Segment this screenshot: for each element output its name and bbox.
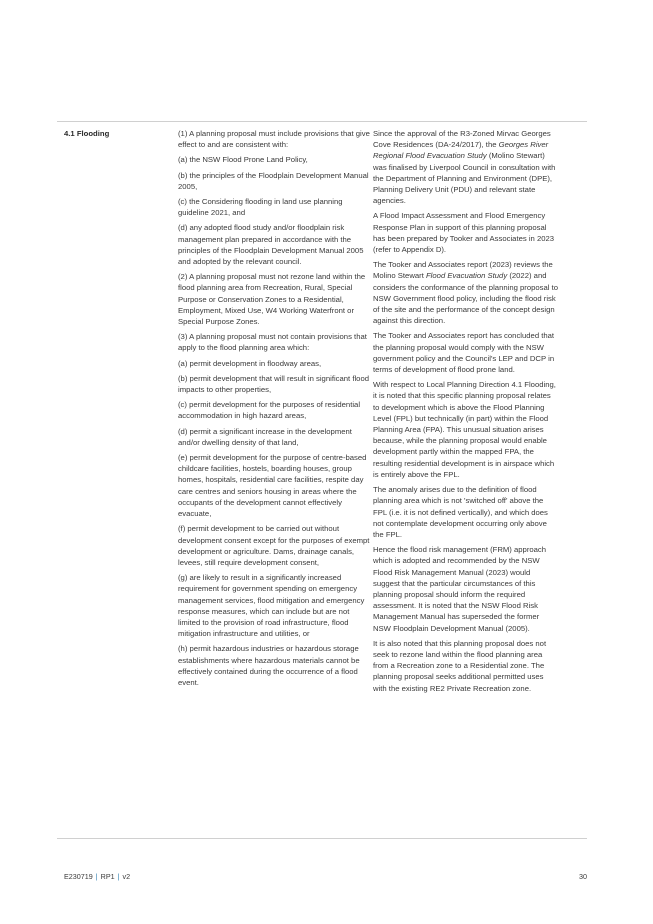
- requirement-item: (c) the Considering flooding in land use planning guideline 2021, and: [178, 197, 343, 218]
- requirement-item: (h) permit hazardous industries or hazardous storage establishments where hazardous materials cannot be effectively contained during the occurrence of a flood event.: [178, 644, 360, 687]
- response-paragraph: The Tooker and Associates report has concluded that the planning proposal would comply with the NSW government policy and the Council's LEP and DCP in terms of development of flood prone land.: [373, 331, 555, 375]
- requirement-item: (f) permit development to be carried out without development consent except for the purposes of exempt development or agriculture. Dams, drainage canals, levees, still require development consent,: [178, 524, 370, 567]
- requirement-item: (3) A planning proposal must not contain provisions that apply to the flood planning area which:: [178, 332, 367, 353]
- table-bottom-rule: [57, 838, 587, 839]
- requirement-item: (1) A planning proposal must include provisions that give effect to and are consistent with:: [178, 129, 370, 150]
- requirement-item: (b) permit development that will result in significant flood impacts to other properties,: [178, 373, 369, 395]
- requirement-item: (d) any adopted flood study and/or floodplain risk management plan prepared in accordance with the principles of the Floodplain Development Manual 2005 and adopted by the relevant council.: [178, 223, 364, 267]
- table-top-rule: [57, 121, 587, 122]
- requirement-item: (a) the NSW Flood Prone Land Policy,: [178, 155, 308, 165]
- report-code: RP1: [100, 872, 115, 881]
- study-title: Georges River Regional Flood Evacuation Study: [373, 140, 549, 161]
- requirements-column: [178, 128, 372, 692]
- response-paragraph: Since the approval of the R3-Zoned Mirvac Georges Cove Residences (DA-24/2017), the Georges River Regional Flood Evacuation Study (Molino Stewart) was finalised by Liverpool Council in consultation with the Department of Planning and Environment (DPE), Planning Delivery Unit (PDU) and relevant state agencies.: [373, 129, 556, 206]
- footer-separator: |: [117, 872, 120, 881]
- document-reference: [64, 872, 130, 881]
- requirement-item: (2) A planning proposal must not rezone land within the flood planning area from Recreation, Rural, Special Purpose or Conservation Zones to a Residential, Employment, Mixed Use, W4 Working Waterfront or Special Purpose Zones.: [178, 272, 366, 327]
- requirement-item: (a) permit development in floodway areas,: [178, 358, 322, 368]
- requirement-item: (g) are likely to result in a significantly increased requirement for government spending on emergency management services, flood mitigation and emergency response measures, which can include but are not limited to the provision of road infrastructure, flood mitigation infrastructure and utilities, or: [178, 573, 365, 639]
- response-column: [373, 128, 559, 698]
- requirement-item: (d) permit a significant increase in the development and/or dwelling density of that land,: [178, 426, 352, 447]
- version-code: v2: [122, 872, 131, 881]
- page-number: 30: [579, 872, 587, 881]
- response-paragraph: The anomaly arises due to the definition of flood planning area which is not 'switched off' above the FPL (i.e. it is not defined vertically), and which does not contemplate development occurring only above the FPL.: [373, 485, 548, 539]
- response-paragraph: With respect to Local Planning Direction 4.1 Flooding, it is noted that this specific planning proposal relates to development which is above the Flood Planning Level (FPL) but technically (in part) within the Flood Planning Area (FPA). This unusual situation arises because, while the planning proposal would enable development partly within the mapped FPA, the resulting residential development is in airspace which is entirely above the FPL.: [373, 380, 556, 479]
- response-paragraph: It is also noted that this planning proposal does not seek to rezone land within the flood planning area from a Recreation zone to a Residential zone. The planning proposal seeks additional permitted uses with the existing RE2 Private Recreation zone.: [373, 638, 547, 693]
- requirement-item: (b) the principles of the Floodplain Development Manual 2005,: [178, 170, 369, 191]
- requirement-item: (c) permit development for the purposes of residential accommodation in high hazard areas,: [178, 400, 361, 421]
- section-heading: 4.1 Flooding: [64, 129, 110, 138]
- requirement-item: (e) permit development for the purpose of centre-based childcare facilities, hostels, boarding houses, group homes, hospitals, residential care facilities, respite day care centres and seniors housing in areas where the occupants of the development cannot effectively evacuate,: [178, 453, 367, 519]
- response-paragraph: The Tooker and Associates report (2023) reviews the Molino Stewart Flood Evacuation Study (2022) and considers the conformance of the planning proposal to NSW Government flood policy, including the flood risk of the site and the performance of the concept design against this direction.: [373, 260, 559, 326]
- response-paragraph: Hence the flood risk management (FRM) approach which is adopted and recommended by the NSW Flood Risk Management Manual (2023) would suggest that the particular circumstances of this planning proposal should inform the required assessment. It is noted that the NSW Flood Risk Management Manual has superseded the former NSW Floodplain Development Manual (2005).: [373, 545, 547, 633]
- footer-separator: |: [95, 872, 98, 881]
- study-title: Flood Evacuation Study: [425, 271, 508, 281]
- doc-code: E230719: [64, 872, 93, 881]
- response-paragraph: A Flood Impact Assessment and Flood Emergency Response Plan in support of this planning proposal has been prepared by Tooker and Associates in 2023 (refer to Appendix D).: [373, 211, 555, 255]
